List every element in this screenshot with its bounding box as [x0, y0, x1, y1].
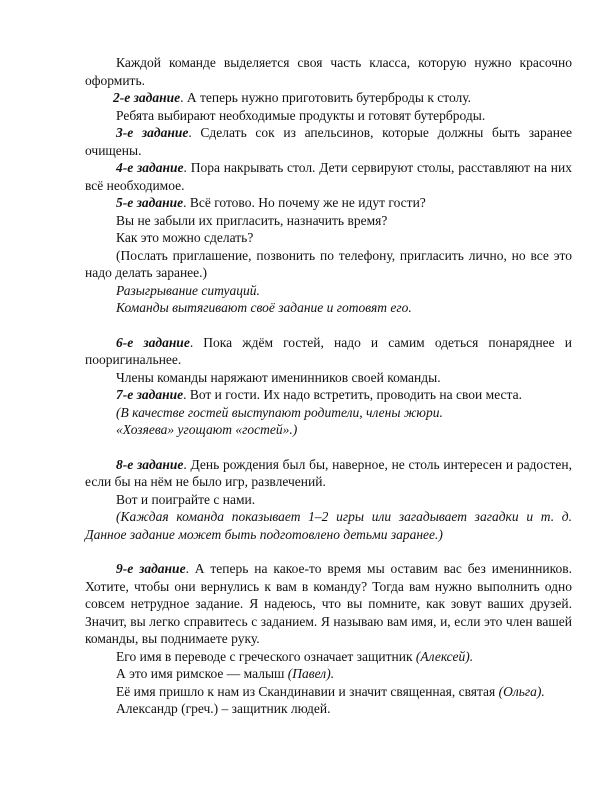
- italic-text: Разыгрывание ситуаций.: [116, 282, 260, 298]
- blank-line: [85, 317, 572, 334]
- italic-paragraph: [85, 299, 572, 317]
- task-8-text: . День рождения был бы, наверное, не столь интересен и радостен, если бы на нём не было игр, развлечений.: [85, 456, 572, 489]
- task-6-paragraph: [85, 334, 572, 369]
- task-9-label: 9-е задание: [116, 561, 186, 576]
- task-2-paragraph: [85, 89, 572, 107]
- italic-text: (В качестве гостей выступают родители, члены жюри.: [116, 404, 443, 420]
- riddle-text: Его имя в переводе с греческого означает защитник: [116, 648, 416, 664]
- riddle-answer: (Ольга).: [498, 683, 545, 699]
- name-riddle-paragraph: [85, 683, 572, 701]
- italic-paragraph: [85, 508, 572, 543]
- task-9-paragraph: [85, 560, 572, 648]
- task-9-text: . А теперь на какое-то время мы оставим вас без именинников. Хотите, чтобы они вернулись к вам в команду? Тогда вам нужно выполнить одно совсем нетрудное задание. Я надеюсь, что вы помните, как зовут ваших друзей. Значит, вы легко справитесь с заданием. Я называю вам имя, и, если это член вашей команды, вы поднимаете руку.: [85, 561, 572, 646]
- task-3-text: . Сделать сок из апельсинов, которые должны быть заранее очищены.: [85, 125, 572, 158]
- blank-line: [85, 439, 572, 456]
- task-4-text: . Пора накрывать стол. Дети сервируют столы, расставляют на них всё необходимое.: [85, 160, 572, 193]
- task-6-label: 6-е задание: [116, 334, 190, 350]
- paragraph: Ребята выбирают необходимые продукты и готовят бутерброды.: [116, 107, 486, 123]
- task-5-paragraph: [85, 194, 572, 212]
- italic-paragraph: [85, 282, 572, 300]
- paragraph: Каждой команде выделяется своя часть класса, которую нужно красочно оформить.: [85, 55, 572, 88]
- task-3-label: 3-е задание: [116, 125, 189, 140]
- italic-text: Команды вытягивают своё задание и готовят его.: [116, 300, 412, 315]
- task-5-text: . Всё готово. Но почему же не идут гости?: [183, 195, 426, 210]
- riddle-answer: (Павел).: [287, 666, 335, 681]
- italic-text: (Каждая команда показывает 1–2 игры или загадывает загадки и т. д. Данное задание может быть подготовлено детьми заранее.): [85, 509, 572, 542]
- task-7-text: . Вот и гости. Их надо встретить, проводить на свои места.: [183, 387, 522, 402]
- paragraph: Вот и поиграйте с нами.: [116, 491, 256, 507]
- paragraph: Александр (греч.) – защитник людей.: [116, 701, 331, 716]
- riddle-answer: (Алексей).: [415, 648, 474, 664]
- task-4-label: 4-е задание: [116, 160, 184, 175]
- paragraph: Члены команды наряжают именинников своей команды.: [116, 369, 441, 385]
- task-5-label: 5-е задание: [116, 195, 184, 210]
- task-7-paragraph: [85, 386, 572, 404]
- italic-text: «Хозяева» угощают «гостей».): [116, 422, 298, 437]
- task-2-text: . А теперь нужно приготовить бутерброды к столу.: [180, 90, 472, 105]
- name-riddle-paragraph: [85, 648, 572, 666]
- paragraph: (Послать приглашение, позвонить по телефону, пригласить лично, но все это надо делать заранее.): [85, 247, 572, 280]
- task-8-paragraph: [85, 456, 572, 491]
- task-4-paragraph: [85, 159, 572, 194]
- italic-paragraph: [85, 421, 572, 439]
- task-3-paragraph: [85, 124, 572, 159]
- task-7-label: 7-е задание: [116, 387, 184, 402]
- riddle-text: Её имя пришло к нам из Скандинавии и значит священная, святая: [116, 683, 499, 699]
- document-body: [85, 54, 572, 718]
- task-8-label: 8-е задание: [116, 456, 184, 472]
- blank-line: [85, 543, 572, 560]
- paragraph: Вы не забыли их пригласить, назначить время?: [116, 212, 388, 228]
- riddle-text: А это имя римское — малыш: [116, 666, 288, 681]
- task-6-text: . Пока ждём гостей, надо и самим одеться понаряднее и пооригинальнее.: [85, 334, 572, 367]
- paragraph: Как это можно сделать?: [116, 230, 254, 245]
- task-2-label: 2-е задание: [113, 90, 181, 105]
- italic-paragraph: [85, 404, 572, 422]
- name-riddle-paragraph: [85, 665, 572, 683]
